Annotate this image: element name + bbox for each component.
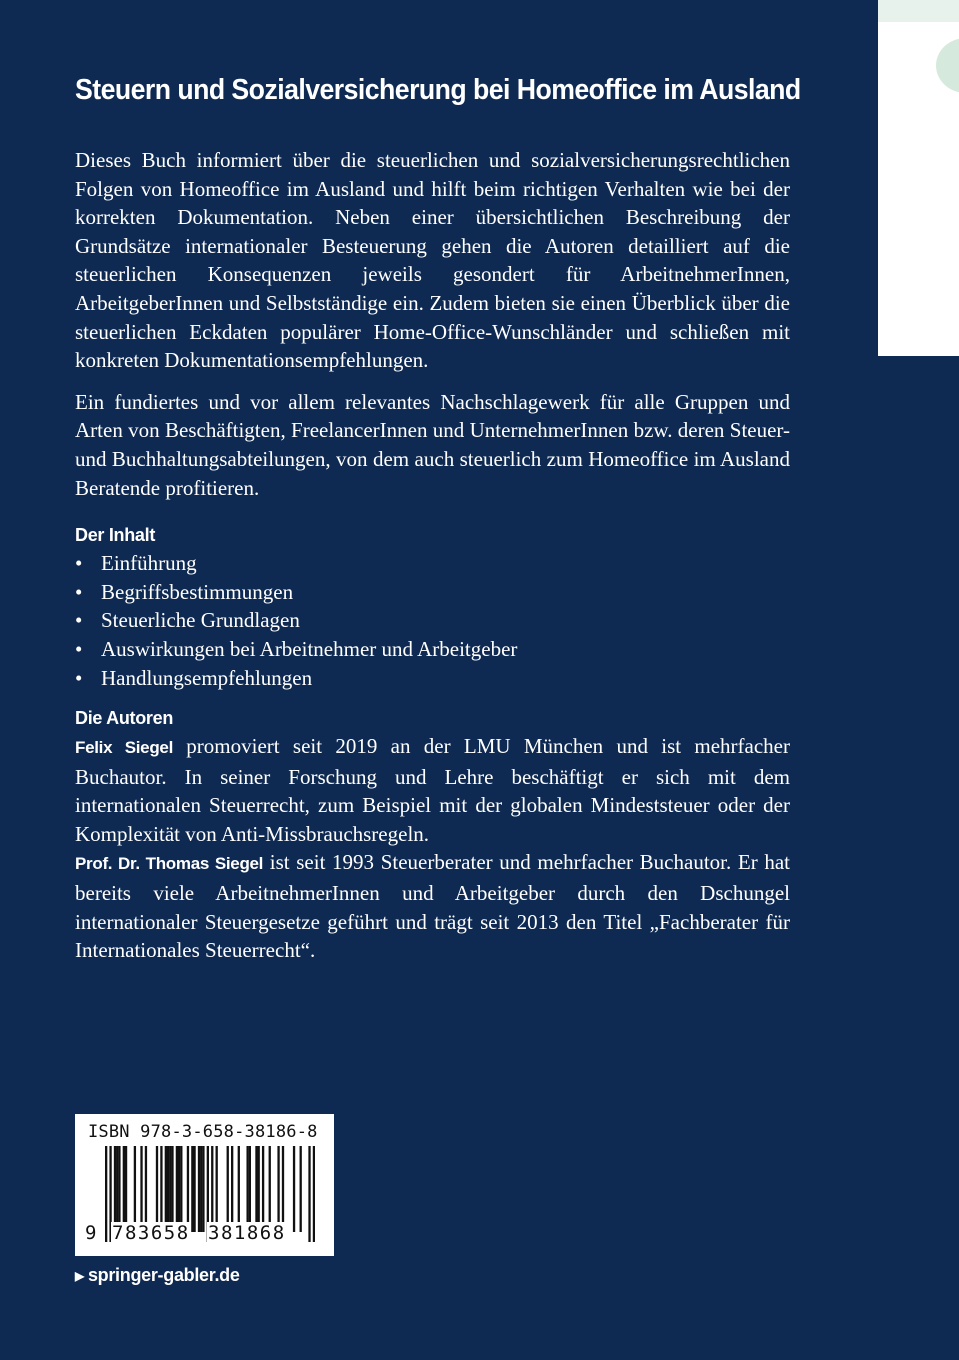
contents-item bbox=[75, 606, 790, 635]
contents-item bbox=[75, 635, 790, 664]
cover-side-strip bbox=[878, 0, 959, 356]
barcode-bar bbox=[308, 1146, 310, 1242]
author-1-bio bbox=[75, 732, 790, 848]
contents-item-label: Handlungsempfehlungen bbox=[101, 665, 313, 690]
bullet-icon: • bbox=[75, 665, 83, 690]
barcode-bar bbox=[313, 1146, 315, 1242]
barcode-bar bbox=[140, 1146, 142, 1232]
contents-item-label: Einführung bbox=[101, 551, 197, 576]
authors-heading: Die Autoren bbox=[75, 708, 174, 729]
barcode-bar bbox=[178, 1146, 180, 1232]
barcode-bar bbox=[116, 1146, 118, 1232]
book-title: Steuern und Sozialversicherung bei Homeoffice im Ausland bbox=[75, 74, 801, 106]
barcode-bar bbox=[167, 1146, 169, 1232]
barcode-bar bbox=[118, 1146, 120, 1232]
isbn-label: ISBN 978-3-658-38186-8 bbox=[88, 1122, 318, 1142]
barcode-bar bbox=[282, 1146, 284, 1232]
side-strip-tint bbox=[878, 0, 959, 22]
contents-item-label: Begriffsbestimmungen bbox=[101, 579, 294, 604]
barcode-bar bbox=[165, 1146, 167, 1232]
barcode-bar bbox=[176, 1146, 178, 1232]
description-paragraph-2: Ein fundiertes und vor allem relevantes Nachschlagewerk für alle Gruppen und Arten von Beschäftigten, FreelancerInnen und UnternehmerInnen bzw. deren Steuer- und Buchhaltungsabteilungen, von dem auch steuerlich zum Homeoffice im Ausland Beratende profitieren. bbox=[75, 389, 790, 500]
barcode-bar bbox=[180, 1146, 182, 1232]
author-1-name: Felix Siegel bbox=[75, 738, 173, 758]
barcode-bar bbox=[269, 1146, 271, 1232]
side-strip-graphic bbox=[936, 38, 959, 93]
ean-first-digit: 9 bbox=[85, 1222, 97, 1244]
barcode-bar bbox=[198, 1146, 200, 1232]
barcode-bar bbox=[200, 1146, 202, 1232]
author-2-bio bbox=[75, 848, 790, 964]
barcode-bar bbox=[114, 1146, 116, 1232]
barcode-bar bbox=[246, 1146, 248, 1232]
barcode-bar bbox=[145, 1146, 147, 1232]
barcode-bar bbox=[187, 1146, 189, 1232]
barcode-bar bbox=[231, 1146, 233, 1232]
barcode-bar bbox=[125, 1146, 127, 1232]
author-2-name: Prof. Dr. Thomas Siegel bbox=[75, 854, 264, 874]
bullet-icon: • bbox=[75, 579, 83, 604]
description-paragraph-1: Dieses Buch informiert über die steuerlichen und sozialversicherungsrechtlichen Folgen von Homeoffice im Ausland und hilft beim richtigen Verhalten wie bei der korrekten Dokumentation. Neben einer übersichtlichen Beschreibung der Grundsätze internationaler Besteuerung gehen die Autoren detailliert auf die steuerlichen Konsequenzen jeweils gesondert für ArbeitnehmerInnen, ArbeitgeberInnen und Selbstständige ein. Zudem bieten sie einen Überblick über die steuerlichen Eckdaten populärer Home-Office-Wunschländer und schließen mit konkreten Dokumentationsempfehlungen. bbox=[75, 148, 790, 373]
barcode-bar bbox=[156, 1146, 158, 1232]
barcode-bar bbox=[193, 1146, 195, 1232]
barcode-bar bbox=[171, 1146, 173, 1232]
barcode-bar bbox=[300, 1146, 302, 1232]
barcode-bar bbox=[191, 1146, 193, 1232]
barcode-bar bbox=[160, 1146, 162, 1232]
barcode-bar bbox=[258, 1146, 260, 1232]
barcode-bar bbox=[134, 1146, 136, 1232]
author-1-text: promoviert seit 2019 an der LMU München und ist mehrfacher Buchautor. In seiner Forschung und Lehre beschäftigt er sich mit dem internationalen Steuerrecht, zum Beispiel mit der globalen Mindeststeuer oder der Komplexität von Anti-Missbrauchsregeln. bbox=[75, 734, 790, 846]
barcode-bar bbox=[249, 1146, 251, 1232]
ean-left-digits: 783658 bbox=[112, 1222, 190, 1244]
isbn-barcode bbox=[75, 1114, 334, 1256]
arrow-right-icon: ▶ bbox=[75, 1269, 84, 1283]
publisher-website[interactable] bbox=[75, 1262, 240, 1289]
author-2-text: ist seit 1993 Steuerberater und mehrfacher Buchautor. Er hat bereits viele ArbeitnehmerInnen und Arbeitgeber durch den Dschungel internationaler Steuergesetze geführt und trägt seit 2013 den Titel „Fachberater für Internationales Steuerrecht“. bbox=[75, 850, 791, 963]
bullet-icon: • bbox=[75, 608, 83, 633]
bullet-icon: • bbox=[75, 551, 83, 576]
barcode-bar bbox=[216, 1146, 218, 1232]
barcode-bar bbox=[202, 1146, 204, 1232]
barcode-bar bbox=[169, 1146, 171, 1232]
barcode-bar bbox=[293, 1146, 295, 1232]
barcode-bar bbox=[277, 1146, 279, 1232]
contents-item bbox=[75, 549, 790, 578]
barcode-bar bbox=[255, 1146, 257, 1232]
contents-item bbox=[75, 578, 790, 607]
contents-item-label: Auswirkungen bei Arbeitnehmer und Arbeitgeber bbox=[101, 636, 518, 661]
bullet-icon: • bbox=[75, 636, 83, 661]
barcode-bar bbox=[238, 1146, 240, 1232]
barcode-bar bbox=[123, 1146, 125, 1232]
contents-item bbox=[75, 664, 790, 693]
contents-heading: Der Inhalt bbox=[75, 525, 156, 546]
website-url: springer-gabler.de bbox=[87, 1265, 240, 1285]
contents-item-label: Steuerliche Grundlagen bbox=[101, 608, 300, 633]
ean-right-digits: 381868 bbox=[208, 1222, 286, 1244]
barcode-bar bbox=[227, 1146, 229, 1232]
contents-list bbox=[75, 549, 790, 692]
back-cover-text bbox=[75, 70, 801, 965]
barcode-bar bbox=[105, 1146, 107, 1242]
barcode-bar bbox=[262, 1146, 264, 1232]
